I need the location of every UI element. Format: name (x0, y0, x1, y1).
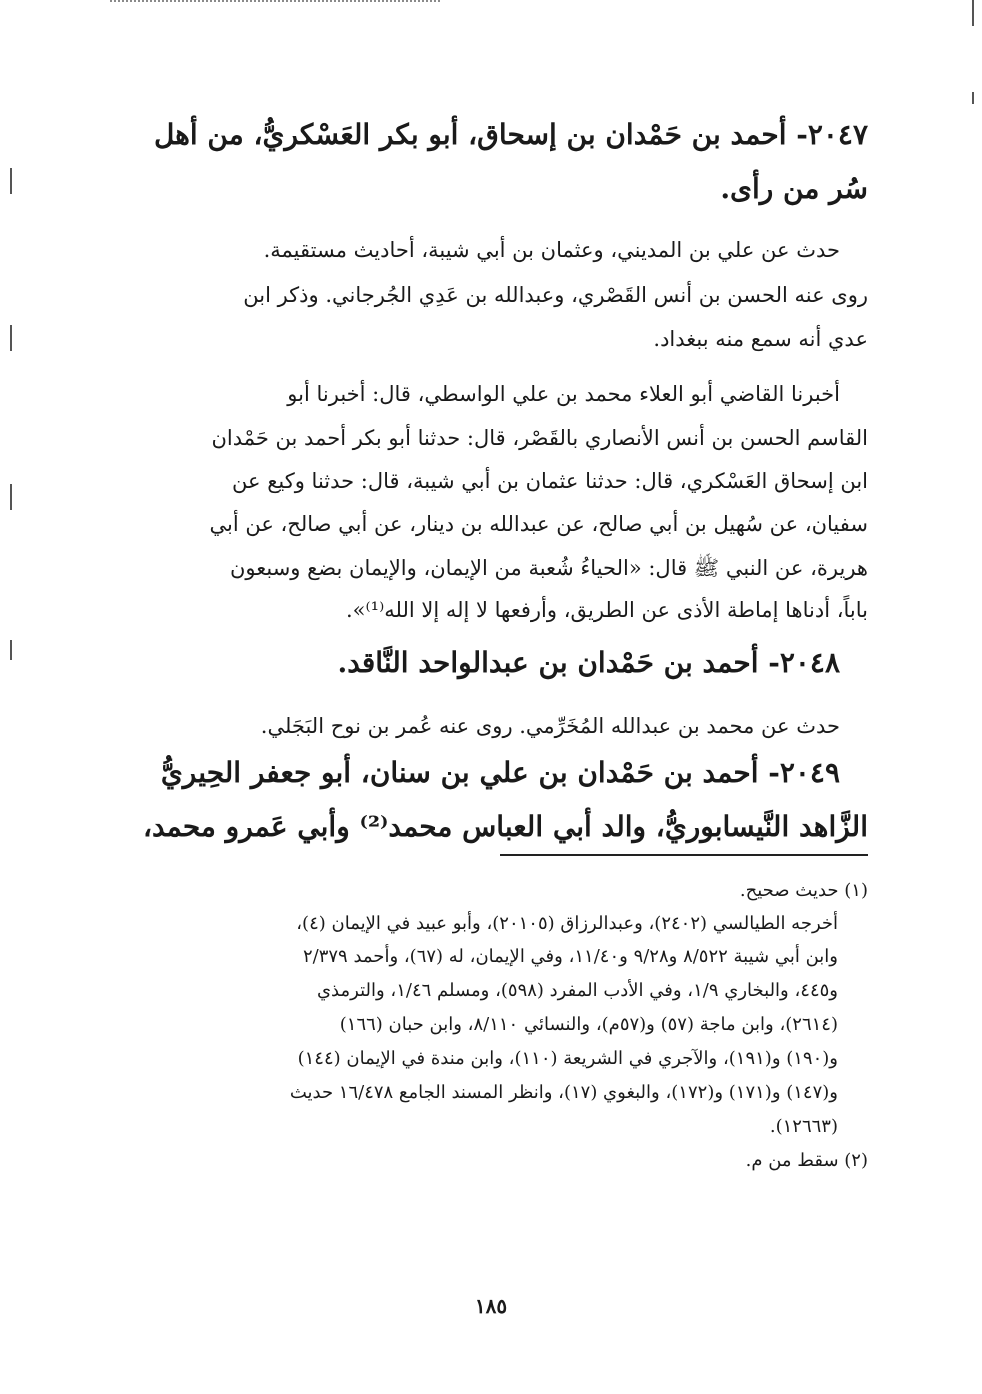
footnote-separator (500, 854, 868, 856)
footnote-line: و(١٤٧) و(١٧١) و(١٧٢)، والبغوي (١٧)، وانظر المسند الجامع ١٦/٤٧٨ حديث (289, 1082, 838, 1103)
margin-mark (972, 0, 974, 26)
paragraph-line: عدي أنه سمع منه ببغداد. (653, 327, 868, 351)
paragraph-line: هريرة، عن النبي ﷺ قال: «الحياءُ شُعبة من الإيمان، والإيمان بضع وسبعون (229, 556, 868, 580)
footnote-2: (٢) سقط من م. (745, 1150, 868, 1171)
paragraph-line: باباً، أدناها إماطة الأذى عن الطريق، وأرفعها لا إله إلا الله⁽¹⁾». (345, 598, 868, 622)
footnote-line: و(١٩٠) و(١٩١)، والآجري في الشريعة (١١٠)، وابن مندة في الإيمان (١٤٤) (297, 1048, 838, 1069)
entry-2048-heading: ٢٠٤٨- أحمد بن حَمْدان بن عبدالواحد النَّاقد. (337, 646, 840, 679)
margin-mark (972, 92, 974, 104)
margin-mark (10, 640, 12, 660)
entry-2047-heading-cont: سُر من رأى. (720, 172, 868, 205)
footnote-line: أخرجه الطيالسي (٢٤٠٢)، وعبدالرزاق (٢٠١٠٥)، وأبو عبيد في الإيمان (٤)، (296, 913, 838, 934)
paragraph-line: ابن إسحاق العَسْكري، قال: حدثنا عثمان بن أبي شيبة، قال: حدثنا وكيع عن (232, 469, 868, 493)
footnote-line: وابن أبي شيبة ٨/٥٢٢ و٩/٢٨ و١١/٤٠، وفي الإيمان، له (٦٧)، وأحمد ٢/٣٧٩ (302, 946, 838, 967)
footnote-line: (١٢٦٦٣). (769, 1116, 838, 1137)
margin-mark (10, 484, 12, 510)
entry-2047-heading: ٢٠٤٧- أحمد بن حَمْدان بن إسحاق، أبو بكر العَسْكريُّ، من أهل (153, 118, 868, 151)
entry-2049-heading: ٢٠٤٩- أحمد بن حَمْدان بن علي بن سنان، أبو جعفر الحِيريُّ (160, 756, 840, 789)
margin-mark (10, 325, 12, 351)
page-body (140, 0, 868, 1394)
page-number: ١٨٥ (474, 1294, 508, 1318)
paragraph-line: حدث عن علي بن المديني، وعثمان بن أبي شيبة، أحاديث مستقيمة. (263, 238, 840, 262)
paragraph-line: أخبرنا القاضي أبو العلاء محمد بن علي الواسطي، قال: أخبرنا أبو (287, 382, 840, 406)
paragraph-line: حدث عن محمد بن عبدالله المُخَرِّمي. روى عنه عُمر بن نوح البَجَلي. (260, 714, 840, 738)
entry-2049-heading-cont: الزَّاهد النَّيسابوريُّ، والد أبي العباس محمد⁽²⁾ وأبي عَمرو محمد، (142, 810, 868, 843)
paragraph-line: روى عنه الحسن بن أنس القَصْري، وعبدالله بن عَدِي الجُرجاني. وذكر ابن (243, 283, 868, 307)
footnote-line: (٢٦١٤)، وابن ماجة (٥٧) و(٥٧م)، والنسائي ٨/١١٠، وابن حبان (١٦٦) (339, 1014, 838, 1035)
footnote-line: و٤٤٥، والبخاري ١/٩، وفي الأدب المفرد (٥٩٨)، ومسلم ١/٤٦، والترمذي (316, 980, 838, 1001)
margin-mark (10, 168, 12, 194)
paragraph-line: سفيان، عن سُهيل بن أبي صالح، عن عبدالله بن دينار، عن أبي صالح، عن أبي (209, 512, 868, 536)
footnote-1: (١) حديث صحيح. (739, 880, 868, 901)
paragraph-line: القاسم الحسن بن أنس الأنصاري بالقَصْر، قال: حدثنا أبو بكر أحمد بن حَمْدان (211, 426, 868, 450)
